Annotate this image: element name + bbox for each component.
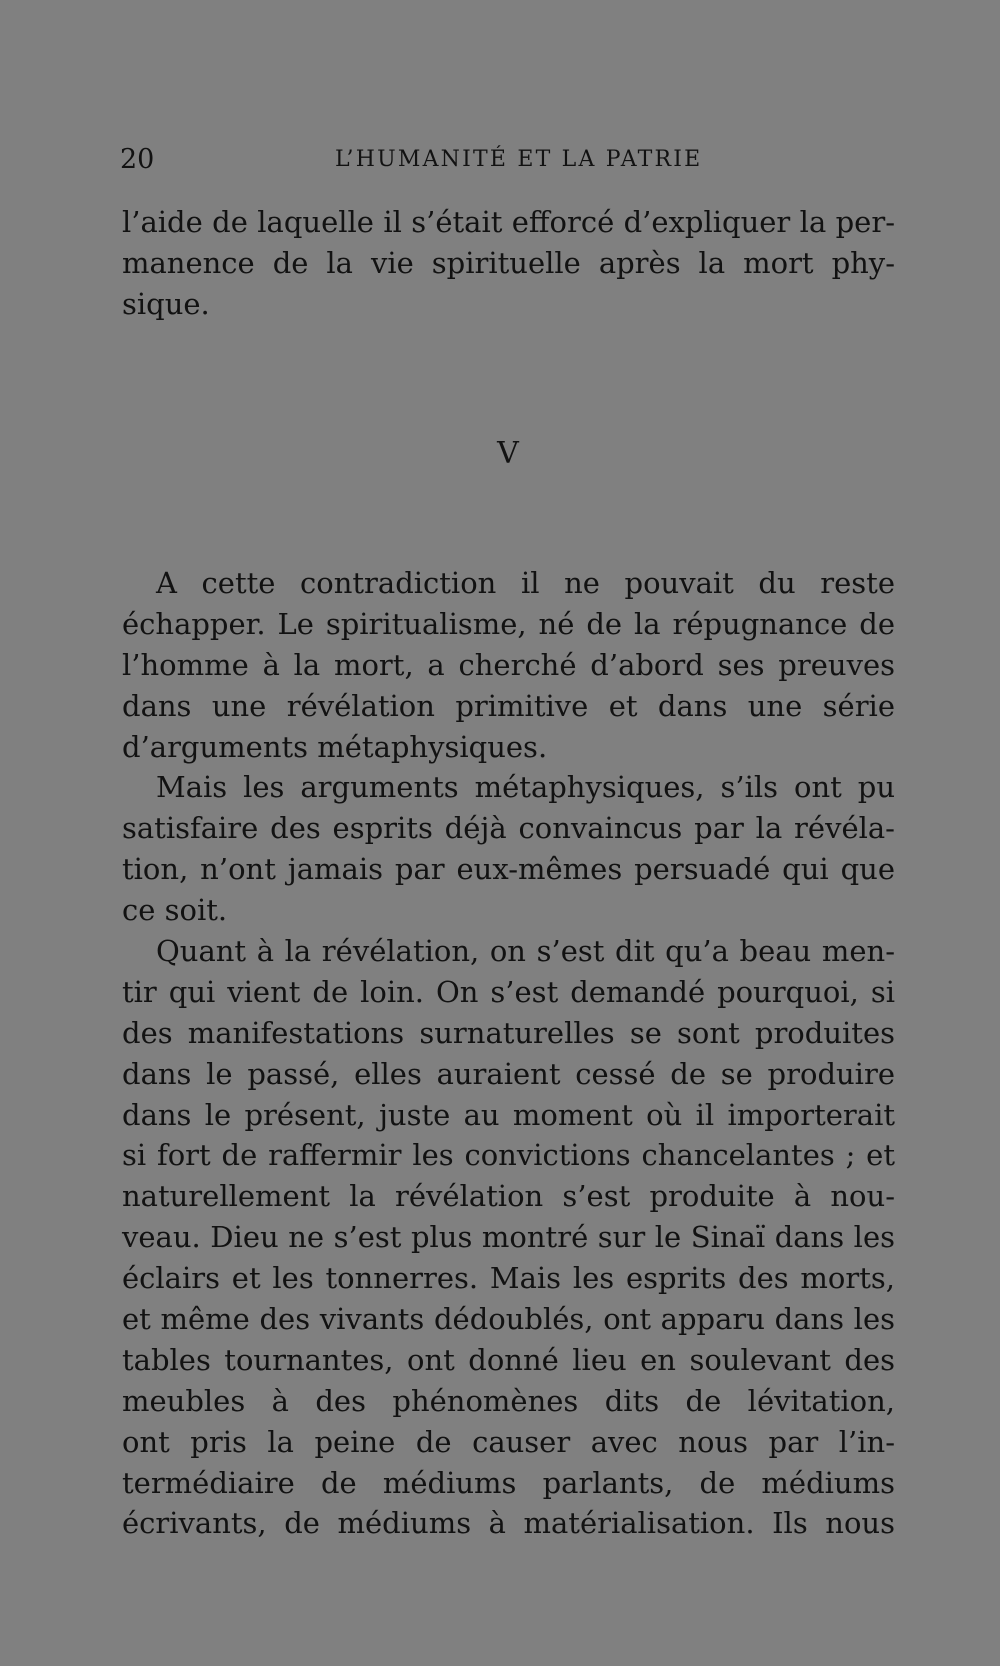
text-line: veau. Dieu ne s’est plus montré sur le Sinaï dans les [122,1220,895,1255]
paragraph-first-line: Quant à la révélation, on s’est dit qu’a beau men- [156,934,895,969]
text-line: l’aide de laquelle il s’était efforcé d’expliquer la per- [122,205,895,239]
text-line: l’homme à la mort, a cherché d’abord ses preuves [122,647,895,682]
text-line: dans une révélation primitive et dans une série [122,688,895,723]
section-heading: V [497,436,519,471]
text-line: dans le présent, juste au moment où il importerait [122,1097,895,1132]
text-line: échapper. Le spiritualisme, né de la répugnance de [122,606,895,641]
paragraph-first-line: Mais les arguments métaphysiques, s’ils ont pu [156,770,895,805]
text-line: d’arguments métaphysiques. [122,729,548,764]
running-title: L’HUMANITÉ ET LA PATRIE [335,147,703,172]
text-line: et même des vivants dédoublés, ont apparu dans les [122,1302,895,1337]
text-line: manence de la vie spirituelle après la mort phy- [122,245,895,280]
paragraph-first-line: A cette contradiction il ne pouvait du reste [156,566,895,600]
page-number: 20 [120,144,155,175]
text-line: des manifestations surnaturelles se sont produites [122,1015,895,1050]
text-line: sique. [122,286,210,321]
body-text [122,563,895,1544]
text-line: si fort de raffermir les convictions chancelantes ; et [122,1138,895,1173]
text-line: ce soit. [122,893,228,928]
text-line: tir qui vient de loin. On s’est demandé pourquoi, si [122,974,895,1009]
text-line: satisfaire des esprits déjà convaincus par la révéla- [122,811,895,846]
text-line: meubles à des phénomènes dits de lévitation, [122,1383,895,1418]
text-line: tables tournantes, ont donné lieu en soulevant des [122,1342,895,1377]
text-line: naturellement la révélation s’est produite à nou- [122,1179,895,1214]
text-line: éclairs et les tonnerres. Mais les esprits des morts, [122,1261,895,1296]
text-line: ont pris la peine de causer avec nous par l’in- [122,1424,895,1459]
text-line: tion, n’ont jamais par eux-mêmes persuadé qui que [122,852,895,887]
text-line: termédiaire de médiums parlants, de médiums [122,1465,895,1500]
page-header [120,142,895,178]
text-line: écrivants, de médiums à matérialisation. Ils nous [122,1506,895,1541]
continuation-paragraph [122,202,895,325]
text-line: dans le passé, elles auraient cessé de se produire [122,1056,895,1091]
